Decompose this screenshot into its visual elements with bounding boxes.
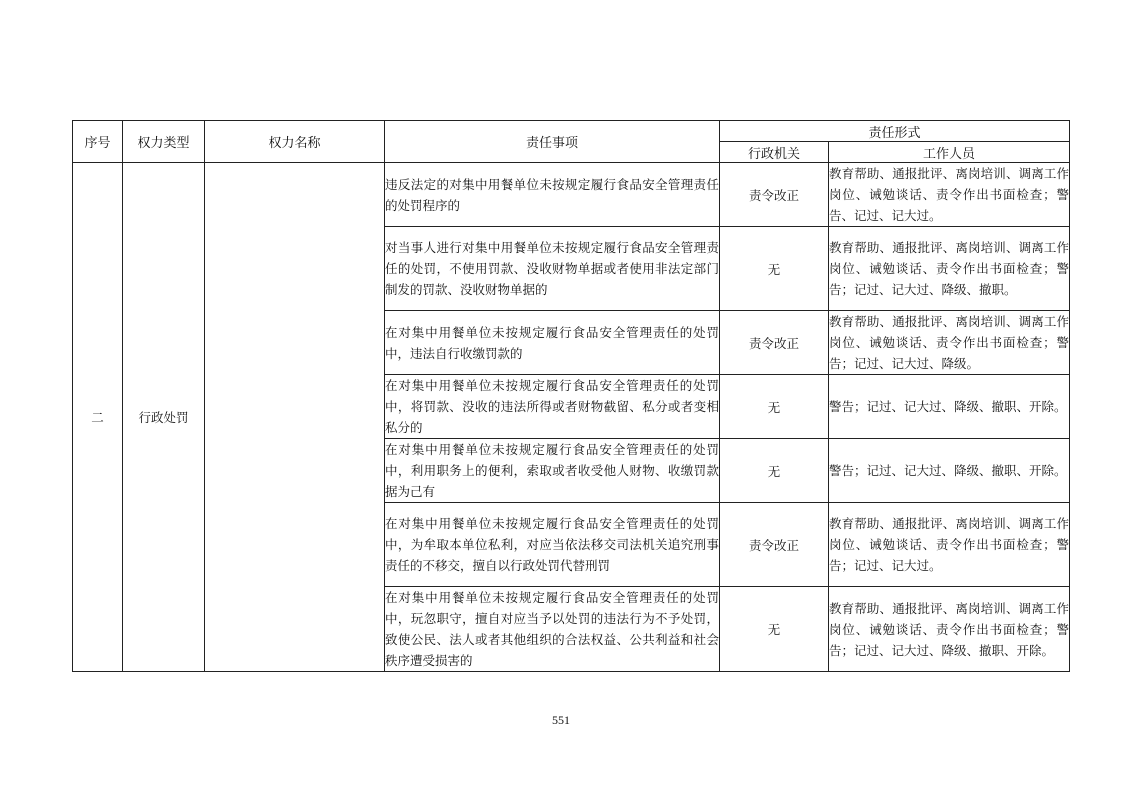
staff-cell: 教育帮助、通报批评、离岗培训、调离工作岗位、诫勉谈话、责令作出书面检查；警告；记过、记大过、降级、撤职、开除。	[829, 587, 1070, 672]
header-duty: 责任事项	[385, 121, 720, 163]
header-row	[73, 121, 1070, 142]
seq-cell: 二	[73, 163, 123, 672]
staff-cell: 教育帮助、通报批评、离岗培训、调离工作岗位、诫勉谈话、责令作出书面检查；警告；记过、记大过、降级、撤职。	[829, 227, 1070, 311]
staff-cell: 警告；记过、记大过、降级、撤职、开除。	[829, 375, 1070, 439]
responsibility-table	[72, 120, 1070, 672]
staff-cell: 教育帮助、通报批评、离岗培训、调离工作岗位、诫勉谈话、责令作出书面检查；警告；记过、记大过、降级。	[829, 311, 1070, 375]
agency-cell: 责令改正	[720, 503, 829, 587]
staff-cell: 警告；记过、记大过、降级、撤职、开除。	[829, 439, 1070, 503]
agency-cell: 无	[720, 587, 829, 672]
header-power-name: 权力名称	[205, 121, 385, 163]
header-power-type: 权力类型	[123, 121, 205, 163]
duty-cell: 对当事人进行对集中用餐单位未按规定履行食品安全管理责任的处罚，不使用罚款、没收财物单据或者使用非法定部门制发的罚款、没收财物单据的	[385, 227, 720, 311]
agency-cell: 责令改正	[720, 163, 829, 227]
header-staff: 工作人员	[829, 142, 1070, 163]
header-agency: 行政机关	[720, 142, 829, 163]
staff-cell: 教育帮助、通报批评、离岗培训、调离工作岗位、诫勉谈话、责令作出书面检查；警告、记过、记大过。	[829, 163, 1070, 227]
agency-cell: 无	[720, 227, 829, 311]
duty-cell: 在对集中用餐单位未按规定履行食品安全管理责任的处罚中，违法自行收缴罚款的	[385, 311, 720, 375]
duty-cell: 违反法定的对集中用餐单位未按规定履行食品安全管理责任的处罚程序的	[385, 163, 720, 227]
duty-cell: 在对集中用餐单位未按规定履行食品安全管理责任的处罚中，为牟取本单位私利，对应当依法移交司法机关追究刑事责任的不移交，擅自以行政处罚代替刑罚	[385, 503, 720, 587]
power-type-cell: 行政处罚	[123, 163, 205, 672]
duty-cell: 在对集中用餐单位未按规定履行食品安全管理责任的处罚中，玩忽职守，擅自对应当予以处罚的违法行为不予处罚，致使公民、法人或者其他组织的合法权益、公共利益和社会秩序遭受损害的	[385, 587, 720, 672]
header-seq: 序号	[73, 121, 123, 163]
agency-cell: 责令改正	[720, 311, 829, 375]
table-row	[73, 163, 1070, 227]
power-name-cell	[205, 163, 385, 672]
agency-cell: 无	[720, 375, 829, 439]
duty-cell: 在对集中用餐单位未按规定履行食品安全管理责任的处罚中，利用职务上的便利，索取或者收受他人财物、收缴罚款据为己有	[385, 439, 720, 503]
page-number: 551	[552, 713, 570, 727]
header-responsibility-form: 责任形式	[720, 121, 1070, 142]
agency-cell: 无	[720, 439, 829, 503]
duty-cell: 在对集中用餐单位未按规定履行食品安全管理责任的处罚中，将罚款、没收的违法所得或者财物截留、私分或者变相私分的	[385, 375, 720, 439]
staff-cell: 教育帮助、通报批评、离岗培训、调离工作岗位、诫勉谈话、责令作出书面检查；警告；记过、记大过。	[829, 503, 1070, 587]
